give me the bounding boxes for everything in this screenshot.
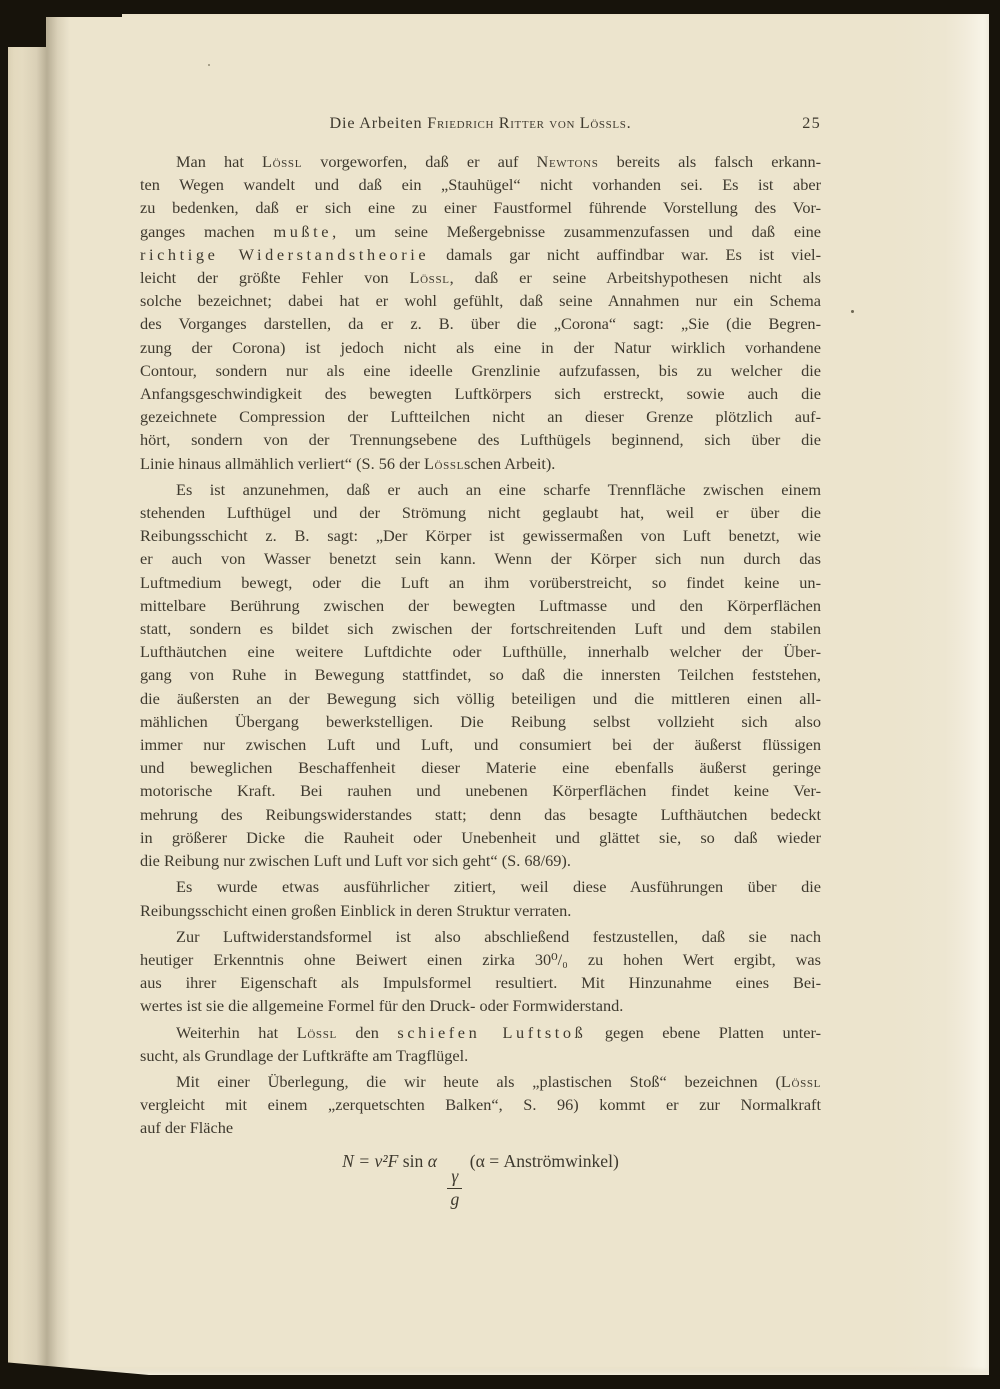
formula-sin-operator: sin [402,1150,424,1171]
text-line: Anfangsgeschwindigkeit des bewegten Luftkörpers sich erstreckt, sowie auch die [140,384,821,404]
paragraph [140,875,821,921]
text-line: solche bezeichnet; dabei hat er wohl gefühlt, daß seine Annahmen nur ein Schema [140,291,821,311]
text-line: vergleicht mit einem „zerquetschten Balken“, S. 96) kommt er zur Normalkraft [140,1095,821,1115]
text-line: mehrung des Reibungswiderstandes statt; denn das besagte Lufthäutchen bedeckt [140,804,821,824]
paragraph [140,1021,821,1067]
text-line: immer nur zwischen Luft und Luft, und consumiert bei der äußerst flüssigen [140,735,821,755]
formula-numerator: γ [447,1167,462,1189]
formula-denominator: g [450,1188,460,1209]
text-line: die äußersten an der Bewegung sich völlig beteiligen und die mittleren einen all- [140,688,821,708]
dust-speck [208,64,210,66]
text-line: und beweglichen Beschaffenheit dieser Materie eine ebenfalls äußerst geringe [140,758,821,778]
text-line: Reibungsschicht z. B. sagt: „Der Körper ist gewissermaßen von Luft benetzt, wie [140,526,821,546]
text-line: statt, sondern es bildet sich zwischen der fortschreitenden Luft und dem stabilen [140,619,821,639]
text-line: hört, sondern von der Trennungsebene des Lufthügels beginnend, sich über die [140,430,821,450]
formula-alpha: α [427,1150,437,1171]
book-page [8,14,989,1375]
text-line: mählichen Übergang bewerkstelligen. Die Reibung selbst vollzieht sich also [140,711,821,731]
text-line: aus ihrer Eigenschaft als Impulsformel resultiert. Mit Hinzunahme eines Bei- [140,973,821,993]
text-line: Es wurde etwas ausführlicher zitiert, weil diese Ausführungen über die [176,877,821,897]
text-line: leicht der größte Fehler von Lössl, daß er seine Arbeitshypothesen nicht als [140,268,821,288]
scan-shadow [24,0,122,17]
body-text [140,150,821,1140]
text-line: in größerer Dicke die Rauheit oder Unebenheit und glättet sie, so daß wieder [140,827,821,847]
text-block [140,113,821,1209]
text-line: Luftmedium bewegt, oder die Luft an ihm vorüberstreicht, so findet keine un- [140,572,821,592]
text-line: Man hat Lössl vorgeworfen, daß er auf Newtons bereits als falsch erkann- [176,152,822,171]
formula-fraction [447,1167,462,1209]
text-line: gang von Ruhe in Bewegung stattfindet, so daß die innersten Teilchen feststehen, [140,665,821,685]
text-line: er auch von Wasser benetzt sein kann. Wenn der Körper sich nun durch das [140,549,821,569]
formula [140,1150,821,1209]
paragraph [140,150,821,475]
text-line: Linie hinaus allmählich verliert“ (S. 56 der Lösslschen Arbeit). [140,453,556,473]
text-line: ganges machen mußte, um seine Meßergebnisse zusammenzufassen und daß eine [140,221,821,241]
running-title: Die Arbeiten Friedrich Ritter von Lössls. [329,114,632,132]
formula-rhs: (α = Anströmwinkel) [469,1150,619,1171]
text-line: des Vorganges darstellen, da er z. B. über die „Corona“ sagt: „Sie (die Begren- [140,314,821,334]
text-line: Zur Luftwiderstandsformel ist also abschließend festzustellen, daß sie nach [176,926,821,946]
paragraph [140,478,821,872]
text-line: sucht, als Grundlage der Luftkräfte am Tragflügel. [140,1045,469,1065]
text-line: Contour, sondern nur als eine ideelle Grenzlinie aufzufassen, bis zu welcher die [140,360,821,380]
text-line: heutiger Erkenntnis ohne Beiwert einen zirka 30⁰/₀ zu hohen Wert ergibt, was [140,949,821,969]
text-line: richtige Widerstandstheorie damals gar nicht auffindbar war. Es ist viel- [140,244,821,264]
page-header [140,113,821,133]
text-line: zung der Corona) ist jedoch nicht als eine in der Natur wirklich vorhandene [140,337,821,357]
text-line: motorische Kraft. Bei rauhen und unebenen Körperflächen findet keine Ver- [140,781,821,801]
formula-lhs: N = v²F [342,1150,399,1171]
text-line: stehenden Lufthügel und der Strömung nicht geglaubt hat, weil er über die [140,503,821,523]
text-line: Weiterhin hat Lössl den schiefen Luftstoß gegen ebene Platten unter- [176,1022,822,1042]
text-line: zu bedenken, daß er sich eine zu einer Faustformel führende Vorstellung des Vor- [140,198,821,218]
text-line: die Reibung nur zwischen Luft und Luft vor sich geht“ (S. 68/69). [140,851,571,871]
text-line: mittelbare Berührung zwischen der bewegten Luftmasse und den Körperflächen [140,595,821,615]
text-line: wertes ist sie die allgemeine Formel für den Druck- oder Formwiderstand. [140,996,624,1016]
text-line: Reibungsschicht einen großen Einblick in deren Struktur verraten. [140,900,572,920]
gutter-crease [22,14,70,1375]
dust-speck [851,310,854,313]
text-line: gezeichnete Compression der Luftteilchen nicht an dieser Grenze plötzlich auf- [140,407,821,427]
text-line: ten Wegen wandelt und daß ein „Stauhügel“ nicht vorhanden sei. Es ist aber [140,175,821,195]
page-number: 25 [802,114,821,132]
text-line: Lufthäutchen eine weitere Luftdichte oder Lufthülle, innerhalb welcher der Über- [140,642,821,662]
text-line: Mit einer Überlegung, die wir heute als „plastischen Stoß“ bezeichnen (Lössl [176,1071,821,1091]
paragraph [140,1070,821,1140]
text-line: auf der Fläche [140,1118,234,1138]
text-line: Es ist anzunehmen, daß er auch an eine scharfe Trennfläche zwischen einem [176,479,821,499]
paragraph [140,925,821,1018]
